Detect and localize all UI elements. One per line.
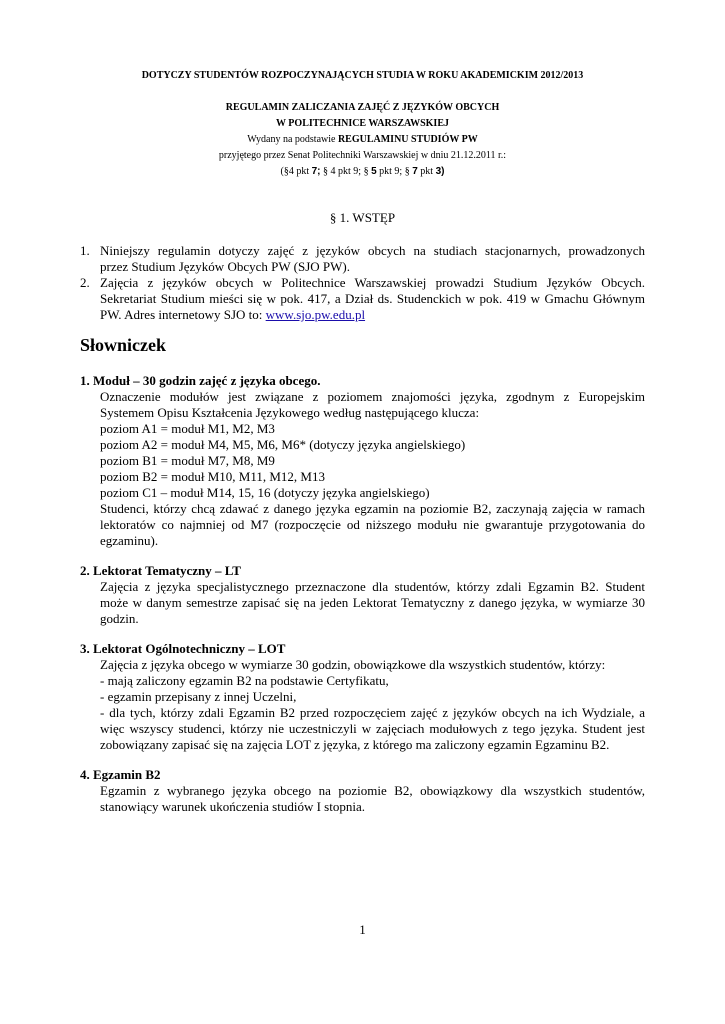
entry-1-line1: Oznaczenie modułów jest związane z poziomem znajomości języka, zgodnym z Europejskim	[100, 389, 645, 404]
entry-1-note3: egzaminu).	[100, 533, 159, 548]
entry-3-line5: więc wszyscy studenci, którzy nie uczestniczyli w zajęciach modułowych z tego języka. Student jest	[100, 721, 645, 736]
entry-3-line6: zobowiązany zapisać się na zajęcia LOT z języka, z którego ma zaliczony egzamin Egzaminu B2.	[100, 737, 610, 752]
ref-part: (§4 pkt	[280, 166, 312, 177]
entry-3-line4: - dla tych, którzy zdali Egzamin B2 przed rozpoczęciem zajęć z języków obcych na ich Wydziale, a	[100, 705, 645, 720]
entry-1-title: 1. Moduł – 30 godzin zajęć z języka obcego.	[80, 373, 321, 388]
entry-1-note1: Studenci, którzy chcą zdawać z danego języka egzamin na poziomie B2, zaczynają zajęcia w ramach	[100, 501, 645, 516]
entry-3-line1: Zajęcia z języka obcego w wymiarze 30 godzin, obowiązkowe dla wszystkich studentów, którzy:	[100, 657, 606, 672]
level-a2: poziom A2 = moduł M4, M5, M6, M6* (dotyczy języka angielskiego)	[100, 437, 466, 452]
section-1-heading: § 1. WSTĘP	[329, 210, 396, 225]
target-audience-line: DOTYCZY STUDENTÓW ROZPOCZYNAJĄCYCH STUDIA W ROKU AKADEMICKIM 2012/2013	[141, 70, 584, 81]
level-c1: poziom C1 – moduł M14, 15, 16 (dotyczy języka angielskiego)	[100, 485, 430, 500]
level-b1: poziom B1 = moduł M7, M8, M9	[100, 453, 275, 468]
glossary-heading: Słowniczek	[80, 335, 167, 355]
page-number: 1	[359, 922, 366, 937]
intro-item-2-line1: Zajęcia z języków obcych w Politechnice Warszawskiej prowadzi Studium Języków Obcych.	[100, 275, 645, 290]
list-item-number: 2.	[80, 275, 90, 290]
intro-item-1-line1: Niniejszy regulamin dotyczy zajęć z języków obcych na studiach stacjonarnych, prowadzonych	[100, 243, 645, 258]
entry-2-line2: może w danym semestrze zapisać się na jeden Lektorat Tematyczny z danego języka, w wymiarze 30	[100, 595, 645, 610]
issued-basis-prefix: Wydany na podstawie	[247, 134, 338, 145]
intro-item-2-line2: Sekretariat Studium mieści się w pok. 417, a Dział ds. Studenckich w pok. 419 w Gmachu Głównym	[100, 291, 645, 306]
entry-3-line2: - mają zaliczony egzamin B2 na podstawie Certyfikatu,	[100, 673, 389, 688]
entry-4-title: 4. Egzamin B2	[80, 767, 161, 782]
intro-item-2-line3	[100, 307, 365, 323]
regulation-title: REGULAMIN ZALICZANIA ZAJĘĆ Z JĘZYKÓW OBCYCH	[225, 102, 500, 113]
entry-2-line1: Zajęcia z języka specjalistycznego przeznaczone dla studentów, którzy zdali Egzamin B2. Student	[100, 579, 645, 594]
entry-4-line1: Egzamin z wybranego języka obcego na poziomie B2, obowiązkowy dla wszystkich studentów,	[100, 783, 645, 798]
ref-part: pkt	[417, 166, 436, 177]
ref-part: pkt 9; §	[376, 166, 413, 177]
regulation-subtitle: W POLITECHNICE WARSZAWSKIEJ	[275, 118, 449, 129]
list-item-number: 1.	[80, 243, 90, 258]
issued-basis-regulation: REGULAMINU STUDIÓW PW	[337, 134, 478, 145]
adoption-line: przyjętego przez Senat Politechniki Warszawskiej w dniu 21.12.2011 r.:	[218, 150, 507, 161]
ref-part: 5	[371, 166, 377, 177]
ref-part: 3)	[435, 166, 445, 177]
entry-3-line3: - egzamin przepisany z innej Uczelni,	[100, 689, 297, 704]
entry-2-title: 2. Lektorat Tematyczny – LT	[80, 563, 241, 578]
website-label: PW. Adres internetowy SJO to:	[100, 307, 266, 322]
level-b2: poziom B2 = moduł M10, M11, M12, M13	[100, 469, 325, 484]
sjo-website-link[interactable]: www.sjo.pw.edu.pl	[265, 307, 366, 322]
entry-1-line2: Systemem Opisu Kształcenia Językowego według następującego klucza:	[100, 405, 480, 420]
ref-part: § 4 pkt 9; §	[320, 166, 372, 177]
entry-4-line2: stanowiący warunek ukończenia studiów I stopnia.	[100, 799, 365, 814]
paragraph-references	[0, 166, 725, 177]
ref-part: 7	[412, 166, 418, 177]
entry-2-line3: godzin.	[100, 611, 139, 626]
intro-item-1-line2: przez Studium Języków Obcych PW (SJO PW).	[100, 259, 350, 274]
entry-3-title: 3. Lektorat Ogólnotechniczny – LOT	[80, 641, 286, 656]
issued-basis-line	[0, 134, 725, 145]
level-a1: poziom A1 = moduł M1, M2, M3	[100, 421, 275, 436]
entry-1-note2: lektoratów co najmniej od M7 (rozpoczęcie od niższego modułu nie gwarantuje przygotowania do	[100, 517, 645, 532]
ref-part: 7;	[311, 166, 321, 177]
